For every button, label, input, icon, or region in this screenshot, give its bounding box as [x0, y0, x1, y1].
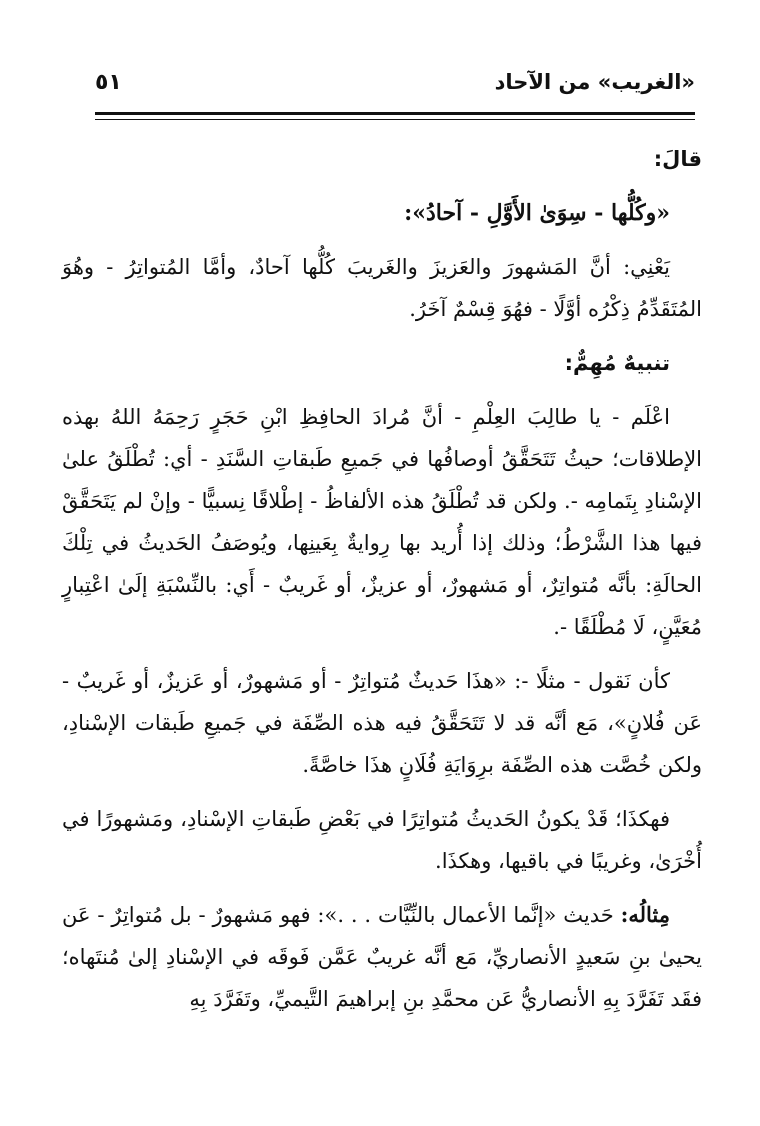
paragraph-example [62, 894, 702, 1020]
header-rule-thick [95, 112, 695, 115]
mithaluh-label: مِثالُه: [620, 902, 670, 927]
qala-heading: قالَ: [653, 147, 702, 171]
verse-line: «وكُلُّها - سِوَىٰ الأَوَّلِ - آحادُ»: [404, 200, 670, 226]
paragraph-explanation: يَعْنِي: أنَّ المَشهورَ والعَزيزَ والغَريبَ كُلُّها آحادٌ، وأمَّا المُتواتِرُ - وهُوَ المُتَقَدِّمُ ذِكْرُه أوَّلًا - فهُوَ قِسْمٌ آخَرُ. [62, 255, 702, 321]
page-header [95, 70, 695, 106]
page-body [62, 138, 702, 1032]
example-text: حَديث «إنَّما الأعمال بالنِّيَّات . . .»: فهو مَشهورٌ - بل مُتواتِرٌ - عَن يحيىٰ بنِ سَعيدٍ الأنصاريِّ، مَع أنَّه غريبٌ عَمَّن فَوقَه في الإسْنادِ إلىٰ مُنتَهاه؛ فقَد تَفَرَّدَ بِهِ الأنصاريُّ عَن محمَّدِ بنِ إبراهيمَ التَّيميِّ، وتَفَرَّدَ بِهِ [62, 903, 702, 1011]
paragraph-tanbih: اعْلَم - يا طالِبَ العِلْمِ - أنَّ مُرادَ الحافِظِ ابْنِ حَجَرٍ رَحِمَهُ اللهُ بهذه الإطلاقات؛ حيثُ تَتَحَقَّقُ أوصافُها في جَميعِ طَبقاتِ السَّنَدِ - أي: تُطْلَقُ علىٰ الإسْنادِ بِتَمامِه -. ولكن قد تُطْلَقُ هذه الألفاظُ - إطْلاقًا نِسبيًّا - وإنْ لم يَتَحَقَّقْ فيها هذا الشَّرْطُ؛ وذلك إذا أُريد بها رِوايةٌ بِعَينِها، ويُوصَفُ الحَديثُ في تِلْكَ الحالَةِ: بأنَّه مُتواتِرٌ، أو مَشهورٌ، أو عزيزٌ، أو غَريبٌ - أَي: بالنِّسْبَةِ إلَىٰ اعْتِبارٍ مُعَيَّنٍ، لَا مُطْلَقًا -. [62, 405, 702, 639]
paragraph-example-phrase: كأن نَقول - مثلًا -: «هذَا حَديثٌ مُتواتِرٌ - أو مَشهورٌ، أو عَزيزٌ، أو غَريبٌ - عَن فُلانٍ»، مَع أنَّه قد لا تَتَحَقَّقُ فيه هذه الصِّفَة في جَميعِ طَبقات الإسْنادِ، ولكن خُصَّت هذه الصِّفَة برِوَايَةِ فُلَانٍ هذَا خاصَّةً. [62, 669, 702, 777]
running-title: «الغريب» من الآحاد [494, 70, 695, 94]
header-rule-thin [95, 119, 695, 120]
paragraph-relative-levels: فهكذَا؛ قَدْ يكونُ الحَديثُ مُتواتِرًا في بَعْضِ طَبقاتِ الإسْنادِ، ومَشهورًا في أُخْرَىٰ، وغريبًا في باقيها، وهكذَا. [62, 807, 702, 873]
tanbih-heading: تنبيهٌ مُهِمٌّ: [564, 351, 670, 375]
page-number: ٥١ [95, 70, 122, 95]
